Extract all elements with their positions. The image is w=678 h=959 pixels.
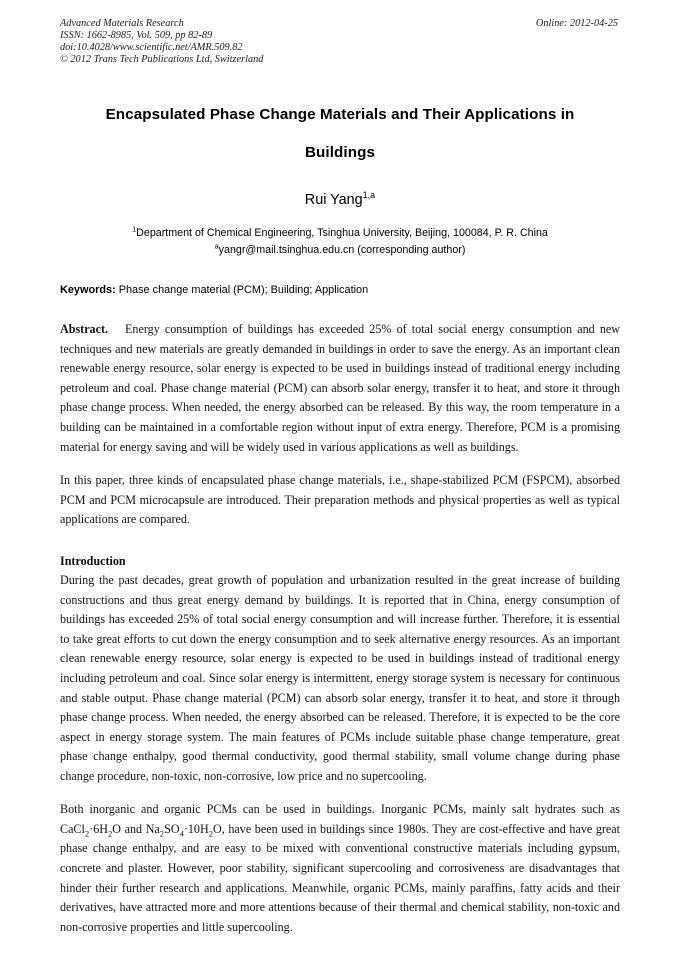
formula2-a: Na [145, 821, 160, 836]
journal-header [60, 18, 620, 70]
formula2-sub-c: 2 [208, 828, 214, 839]
journal-issn: ISSN: 1662-8985, Vol. 509, pp 82-89 [60, 29, 213, 41]
intro-p2-text-1: Both inorganic and organic PCMs can be used in buildings. Inorganic PCMs, mainly salt hydrates such as [60, 802, 620, 817]
journal-doi: doi:10.4028/www.scientific.net/AMR.509.82 [60, 41, 243, 53]
affiliation-text-1: Department of Chemical Engineering, Tsinghua University, Beijing, 100084, P. R. China [136, 227, 548, 239]
author-line [60, 192, 620, 208]
affiliation-line-1 [60, 225, 620, 242]
formula2-d: O [213, 821, 222, 836]
intro-p2-conjunction: and [121, 821, 146, 836]
introduction-paragraph-1: During the past decades, great growth of population and urbanization resulted in the great increase of building constructions and thus great energy demand by buildings. It is reported that in China, energy consumption of buildings has exceeded 25% of total social energy consumption and will increase further. Therefore, it is essential to take great efforts to cut down the energy consumption and to seek alternative energy resources. As an important clean renewable energy resource, solar energy is expected to be used in buildings instead of traditional energy including petroleum and coal. Since solar energy is intermittent, energy storage system is necessary for continuous and stable output. Phase change material (PCM) can absorb solar energy, transfer it to heat, and store it through phase change process. When needed, the energy absorbed can be released. Therefore, it is expected to be the core aspect in energy storage system. The main features of PCMs include suitable phase change temperature, great phase change enthalpy, good thermal conductivity, good thermal stability, small volume change during phase change procedure, non-toxic, non-corrosive, low price and no supercooling. [60, 573, 620, 783]
online-date: Online: 2012-04-25 [535, 18, 618, 29]
formula1-b: ·6H [89, 821, 108, 836]
introduction-heading: Introduction [60, 553, 126, 568]
title-line-1: Encapsulated Phase Change Materials and Their Applications in [105, 106, 575, 123]
abstract-paragraph-2: In this paper, three kinds of encapsulated phase change materials, i.e., shape-stabilized PCM (FSPCM), absorbed PCM and PCM microcapsule are introduced. Their preparation methods and physical properties as well as typical applications are compared. [60, 473, 620, 527]
affiliation-marker-1: 1 [132, 224, 137, 234]
affiliation-marker-2: a [214, 240, 219, 250]
keywords-line [60, 283, 620, 298]
formula1-sub-b: 2 [107, 828, 113, 839]
formula2-c: ·10H [183, 821, 209, 836]
page-title [60, 96, 620, 172]
formula1-c: O [112, 821, 122, 836]
affiliation-line-2 [60, 242, 620, 259]
keywords-label: Keywords: [60, 284, 116, 296]
journal-header-left [60, 18, 490, 66]
keywords-value: Phase change material (PCM); Building; Application [118, 284, 369, 296]
formula2-b: SO [164, 821, 180, 836]
abstract-text-1: Energy consumption of buildings has exceeded 25% of total social energy consumption and new techniques and new materials are greatly demanded in buildings in order to save the energy. As an important clean renewable energy resource, solar energy is expected to be used in buildings instead of traditional energy including petroleum and coal. Phase change material (PCM) can absorb solar energy, transfer it to heat, and store it through phase change process. When needed, the energy absorbed can be released. By this way, the room temperature in a building can be maintained in a comfortable region without input of extra energy. Therefore, PCM is a promising material for energy saving and will be widely used in various applications as well as buildings. [60, 322, 620, 454]
formula2-sub-b: 4 [179, 828, 184, 839]
author-name: Rui Yang [304, 192, 363, 208]
abstract-label: Abstract. [60, 322, 109, 336]
introduction-paragraph-2 [60, 800, 620, 937]
affiliation-block [60, 225, 620, 258]
journal-name: Advanced Materials Research [60, 18, 184, 29]
chemical-formula-cacl2 [60, 821, 122, 839]
intro-p2-text-2: , have been used in buildings since 1980s. They are cost-effective and have great phase change enthalpy, and are easy to be mixed with conventional constructive materials including gypsum, concrete and plaster. However, poor stability, significant supercooling and corrosiveness are disadvantages that hinder their further research and applications. Meanwhile, organic PCMs, mainly paraffins, fatty acids and their derivatives, have attracted more and more attentions because of their thermal and chemical stability, non-toxic and non-corrosive properties and little supercooling. [60, 821, 620, 934]
formula2-sub-a: 2 [159, 828, 165, 839]
chemical-formula-na2so4 [145, 821, 222, 839]
affiliation-email: yangr@mail.tsinghua.edu.cn (corresponding author) [218, 243, 466, 256]
title-line-2: Buildings [304, 144, 376, 161]
formula1-a: CaCl [60, 821, 85, 836]
author-superscript: 1,a [362, 190, 376, 201]
abstract-paragraph-1 [60, 320, 620, 457]
section-spacer [60, 530, 620, 552]
journal-copyright: © 2012 Trans Tech Publications Ltd, Switzerland [60, 53, 264, 65]
formula1-sub-a: 2 [84, 828, 90, 839]
